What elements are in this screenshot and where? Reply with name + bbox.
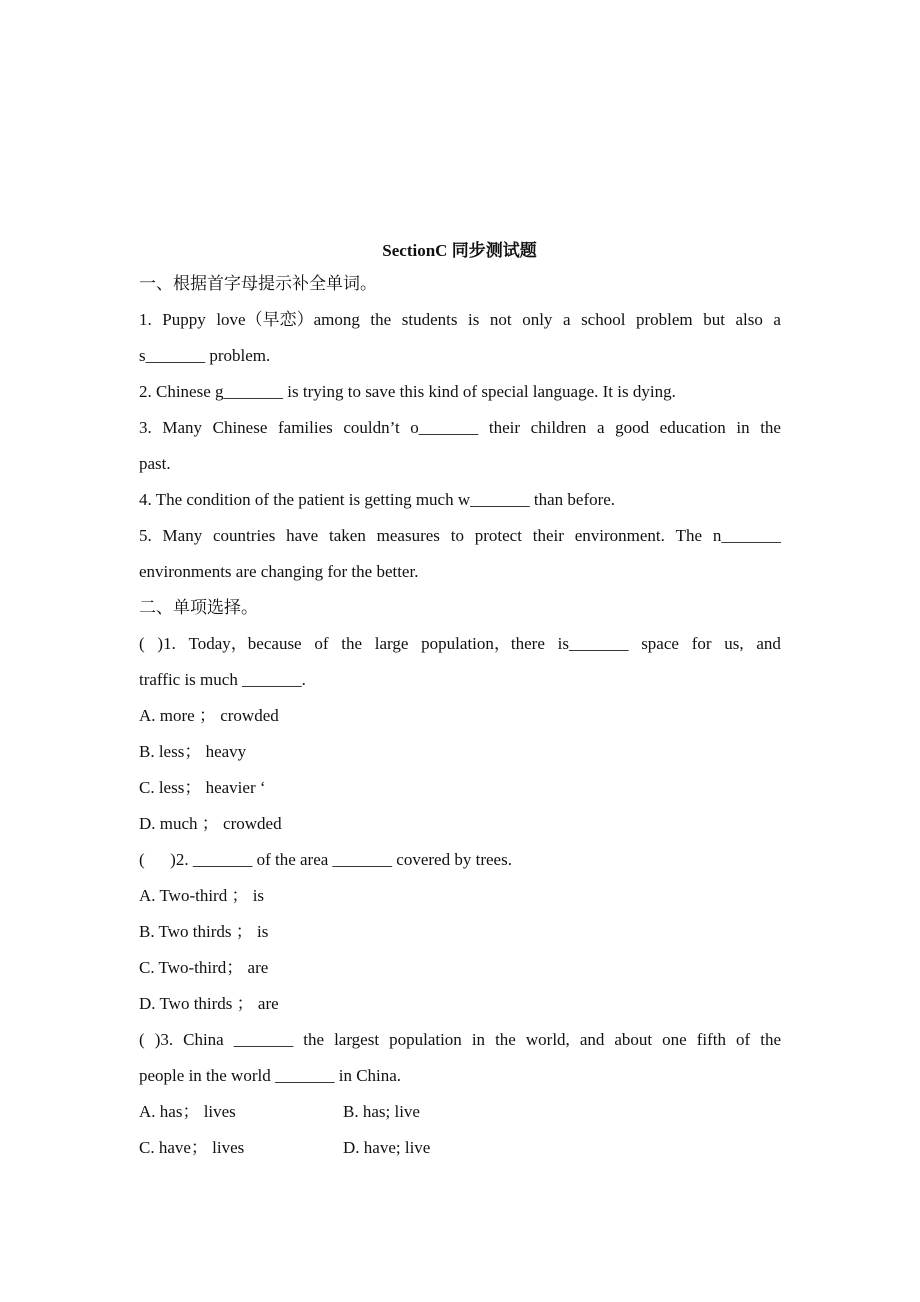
s2-q3-option-c: C. have； lives	[139, 1138, 245, 1157]
word: students	[401, 310, 458, 329]
s2-q2-option-b: B. Two thirds ； is	[139, 922, 269, 941]
word: )1.	[157, 634, 176, 653]
s2-q1-option-d: D. much ； crowded	[139, 814, 282, 833]
word: o_______	[410, 418, 479, 437]
word: fifth	[696, 1030, 727, 1049]
word: their	[488, 418, 521, 437]
page-title: SectionC 同步测试题	[382, 241, 537, 260]
word: population，there	[421, 634, 545, 653]
word: Chinese	[212, 418, 268, 437]
word: a	[773, 310, 781, 329]
word: the	[760, 418, 781, 437]
word: population	[389, 1030, 462, 1049]
word: couldn’t	[343, 418, 400, 437]
s2-q3-options-row-2	[139, 1130, 781, 1166]
s2-question-1-line2: traffic is much _______.	[139, 670, 306, 689]
word: one	[662, 1030, 687, 1049]
word: the	[495, 1030, 516, 1049]
s2-question-1-line1	[139, 626, 781, 662]
s2-q3-option-b: B. has; live	[343, 1102, 420, 1121]
s1-question-1-line1	[139, 302, 781, 338]
word: their	[532, 526, 564, 545]
s2-q1-option-b: B. less； heavy	[139, 742, 247, 761]
word: The	[675, 526, 703, 545]
word: in	[736, 418, 750, 437]
word: a	[596, 418, 605, 437]
word: is_______	[557, 634, 629, 653]
s1-question-2: 2. Chinese g_______ is trying to save this kind of special language. It is dying.	[139, 382, 676, 401]
word: children	[530, 418, 587, 437]
word: Many	[162, 418, 203, 437]
word: education	[659, 418, 726, 437]
s2-q2-option-c: C. Two-third； are	[139, 958, 269, 977]
s1-question-3-line2: past.	[139, 454, 171, 473]
word: a	[562, 310, 571, 329]
word: the	[370, 310, 392, 329]
s2-q3-option-d: D. have; live	[343, 1138, 431, 1157]
word: for	[691, 634, 712, 653]
word: _______	[233, 1030, 294, 1049]
word: and	[756, 634, 781, 653]
word: (	[139, 634, 145, 653]
word: Many	[162, 526, 203, 545]
word: and	[579, 1030, 605, 1049]
word: only	[522, 310, 553, 329]
word: of	[736, 1030, 751, 1049]
word: Puppy	[162, 310, 206, 329]
document-content	[139, 236, 781, 1166]
word: largest	[334, 1030, 380, 1049]
word: is	[468, 310, 480, 329]
word: to	[450, 526, 464, 545]
word: families	[277, 418, 333, 437]
s2-q2-option-d: D. Two thirds ； are	[139, 994, 279, 1013]
word: not	[489, 310, 512, 329]
word: environment.	[574, 526, 665, 545]
word: (	[139, 1030, 145, 1049]
s2-q1-option-c: C. less； heavier ‘	[139, 778, 266, 797]
word: taken	[329, 526, 366, 545]
section1-heading: 一、根据首字母提示补全单词。	[139, 274, 377, 293]
word: us,	[724, 634, 744, 653]
word: the	[341, 634, 363, 653]
s2-question-2: ( )2. _______ of the area _______ covered by trees.	[139, 850, 512, 869]
word: good	[615, 418, 650, 437]
word: but	[703, 310, 725, 329]
word: in	[471, 1030, 486, 1049]
s1-question-1-line2: s_______ problem.	[139, 346, 271, 365]
word: space	[641, 634, 679, 653]
word: )3.	[154, 1030, 174, 1049]
word: China	[183, 1030, 224, 1049]
word: countries	[213, 526, 276, 545]
word: about	[614, 1030, 653, 1049]
s1-question-3-line1	[139, 410, 781, 446]
word: 1.	[139, 310, 152, 329]
word: world,	[525, 1030, 570, 1049]
word: have	[286, 526, 319, 545]
word: protect	[474, 526, 522, 545]
word: large	[374, 634, 409, 653]
word: of	[314, 634, 329, 653]
s1-question-5-line1	[139, 518, 781, 554]
word: school	[581, 310, 626, 329]
word: love（早恋）among	[216, 310, 360, 329]
s1-question-5-line2: environments are changing for the better.	[139, 562, 419, 581]
word: Today，because	[188, 634, 302, 653]
s2-q2-option-a: A. Two-third ； is	[139, 886, 265, 905]
s2-question-3-line1	[139, 1022, 781, 1058]
word: n_______	[712, 526, 781, 545]
word: the	[760, 1030, 781, 1049]
word: 5.	[139, 526, 152, 545]
section2-heading: 二、单项选择。	[139, 598, 258, 617]
word: problem	[636, 310, 693, 329]
word: the	[303, 1030, 325, 1049]
word: measures	[376, 526, 440, 545]
s2-question-3-line2: people in the world _______ in China.	[139, 1066, 402, 1085]
s2-q3-option-a: A. has； lives	[139, 1102, 236, 1121]
s1-question-4: 4. The condition of the patient is getting much w_______ than before.	[139, 490, 616, 509]
word: also	[735, 310, 763, 329]
s2-q3-options-row-1	[139, 1094, 781, 1130]
word: 3.	[139, 418, 152, 437]
s2-q1-option-a: A. more ； crowded	[139, 706, 279, 725]
